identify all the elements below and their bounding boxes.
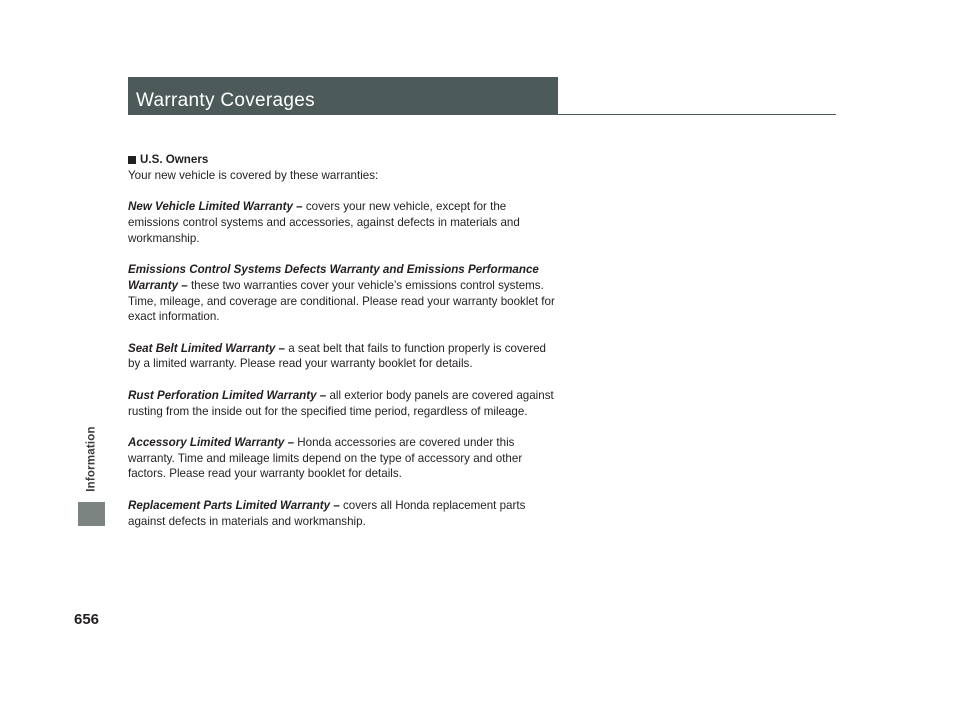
- warranty-content: [128, 152, 558, 545]
- warranty-item: [128, 199, 558, 246]
- warranty-term: Accessory Limited Warranty –: [128, 435, 295, 449]
- warranty-description: a seat belt that fails to function properly is covered by a limited warranty. Please read your warranty booklet for details.: [128, 341, 547, 371]
- warranty-description: all exterior body panels are covered against rusting from the inside out for the specified time period, regardless of mileage.: [128, 388, 554, 418]
- page-number: 656: [74, 611, 100, 628]
- warranty-item: [128, 388, 558, 420]
- side-tab-text: Information: [86, 426, 99, 492]
- page-title-bar: [128, 77, 558, 115]
- section-intro: Your new vehicle is covered by these warranties:: [128, 168, 379, 182]
- warranty-item: [128, 341, 558, 373]
- square-bullet-icon: [128, 156, 136, 164]
- warranty-item: [128, 435, 558, 482]
- section-heading-text: U.S. Owners: [140, 153, 209, 166]
- warranty-term: New Vehicle Limited Warranty –: [128, 200, 303, 214]
- warranty-description: Honda accessories are covered under this warranty. Time and mileage limits depend on the type of accessory and other factors. Please read your warranty booklet for details.: [128, 435, 523, 481]
- warranty-description: these two warranties cover your vehicle’s emissions control systems. Time, mileage, and coverage are conditional. Please read your warranty booklet for exact information.: [128, 278, 555, 324]
- warranty-item: [128, 262, 558, 325]
- warranty-term: Emissions Control Systems Defects Warranty and Emissions Performance Warranty –: [128, 262, 539, 292]
- page-title: Warranty Coverages: [136, 90, 315, 111]
- side-tab-marker: [78, 502, 105, 526]
- warranty-item: [128, 498, 558, 530]
- warranty-description: covers all Honda replacement parts against defects in materials and workmanship.: [128, 498, 526, 528]
- warranty-term: Rust Perforation Limited Warranty –: [128, 388, 327, 402]
- warranty-description: covers your new vehicle, except for the emissions control systems and accessories, against defects in materials and workmanship.: [128, 200, 520, 245]
- section-heading: [128, 152, 558, 168]
- warranty-term: Seat Belt Limited Warranty –: [128, 341, 285, 355]
- title-rule: [558, 114, 836, 115]
- warranty-term: Replacement Parts Limited Warranty –: [128, 498, 340, 512]
- side-tab-label: [84, 414, 100, 504]
